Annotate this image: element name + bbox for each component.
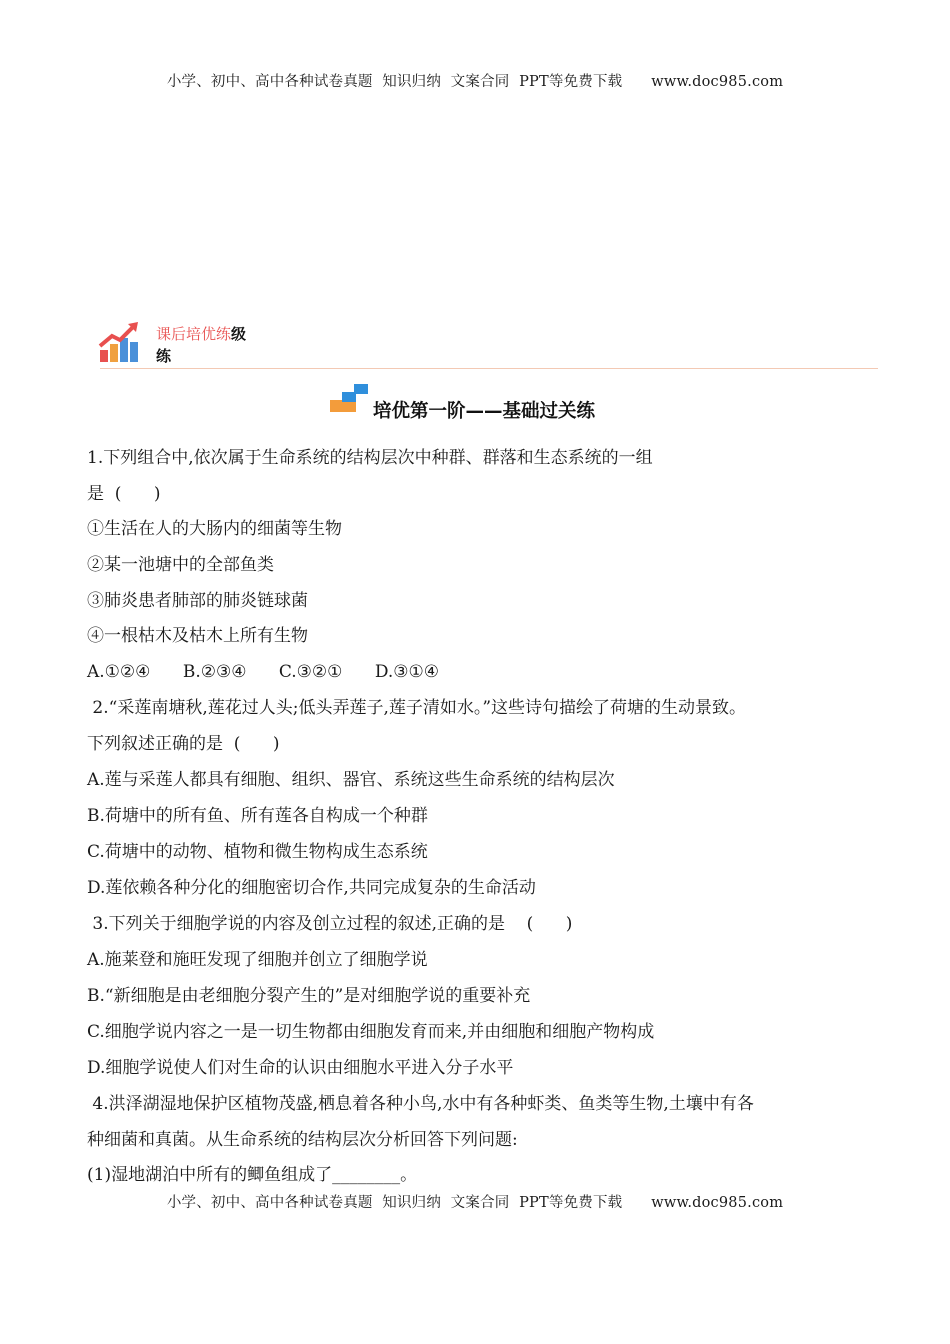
option-line: A.施莱登和施旺发现了细胞并创立了细胞学说 [87, 950, 428, 970]
option-line: C.荷塘中的动物、植物和微生物构成生态系统 [87, 842, 428, 862]
option-line: ②某一池塘中的全部鱼类 [87, 555, 274, 575]
option-line: D.莲依赖各种分化的细胞密切合作,共同完成复杂的生命活动 [87, 878, 536, 898]
option-line: ①生活在人的大肠内的细菌等生物 [87, 519, 342, 539]
option-line: D.细胞学说使人们对生命的认识由细胞水平进入分子水平 [87, 1058, 514, 1078]
badge-label-red: 课后培优练 [156, 325, 232, 343]
section-title: 培优第一阶——基础过关练 [373, 401, 596, 422]
question-line: 4.洪泽湖湿地保护区植物茂盛,栖息着各种小鸟,水中有各种虾类、鱼类等生物,土壤中有各 [87, 1094, 754, 1114]
stairs-icon [328, 382, 372, 414]
question-line: 是 ( ) [87, 484, 161, 504]
question-line: 下列叙述正确的是 ( ) [87, 734, 280, 754]
question-line: 种细菌和真菌。从生命系统的结构层次分析回答下列问题: [87, 1130, 518, 1150]
badge-label [156, 323, 246, 344]
divider [100, 368, 878, 369]
option-line: ③肺炎患者肺部的肺炎链球菌 [87, 591, 308, 611]
chart-arrow-icon [98, 322, 158, 364]
question-line: 3.下列关于细胞学说的内容及创立过程的叙述,正确的是 ( ) [87, 914, 573, 934]
page-header: 小学、初中、高中各种试卷真题 知识归纳 文案合同 PPT等免费下载 www.doc985.com [166, 74, 784, 90]
option-line: A.莲与采莲人都具有细胞、组织、器官、系统这些生命系统的结构层次 [87, 770, 615, 790]
answer-choices: A.①②④ B.②③④ C.③②① D.③①④ [87, 662, 439, 682]
option-line: ④一根枯木及枯木上所有生物 [87, 626, 308, 646]
badge-label-black: 级 [231, 325, 247, 343]
question-line: 2.“采莲南塘秋,莲花过人头;低头弄莲子,莲子清如水。”这些诗句描绘了荷塘的生动景致。 [87, 698, 747, 718]
page-footer: 小学、初中、高中各种试卷真题 知识归纳 文案合同 PPT等免费下载 www.doc985.com [166, 1195, 784, 1211]
question-line: 1.下列组合中,依次属于生命系统的结构层次中种群、群落和生态系统的一组 [87, 448, 653, 468]
option-line: B.荷塘中的所有鱼、所有莲各自构成一个种群 [87, 806, 428, 826]
option-line: C.细胞学说内容之一是一切生物都由细胞发育而来,并由细胞和细胞产物构成 [87, 1022, 655, 1042]
sub-question-line: (1)湿地湖泊中所有的鲫鱼组成了________。 [87, 1165, 418, 1185]
badge-label-second: 练 [156, 347, 172, 365]
option-line: B.“新细胞是由老细胞分裂产生的”是对细胞学说的重要补充 [87, 986, 531, 1006]
